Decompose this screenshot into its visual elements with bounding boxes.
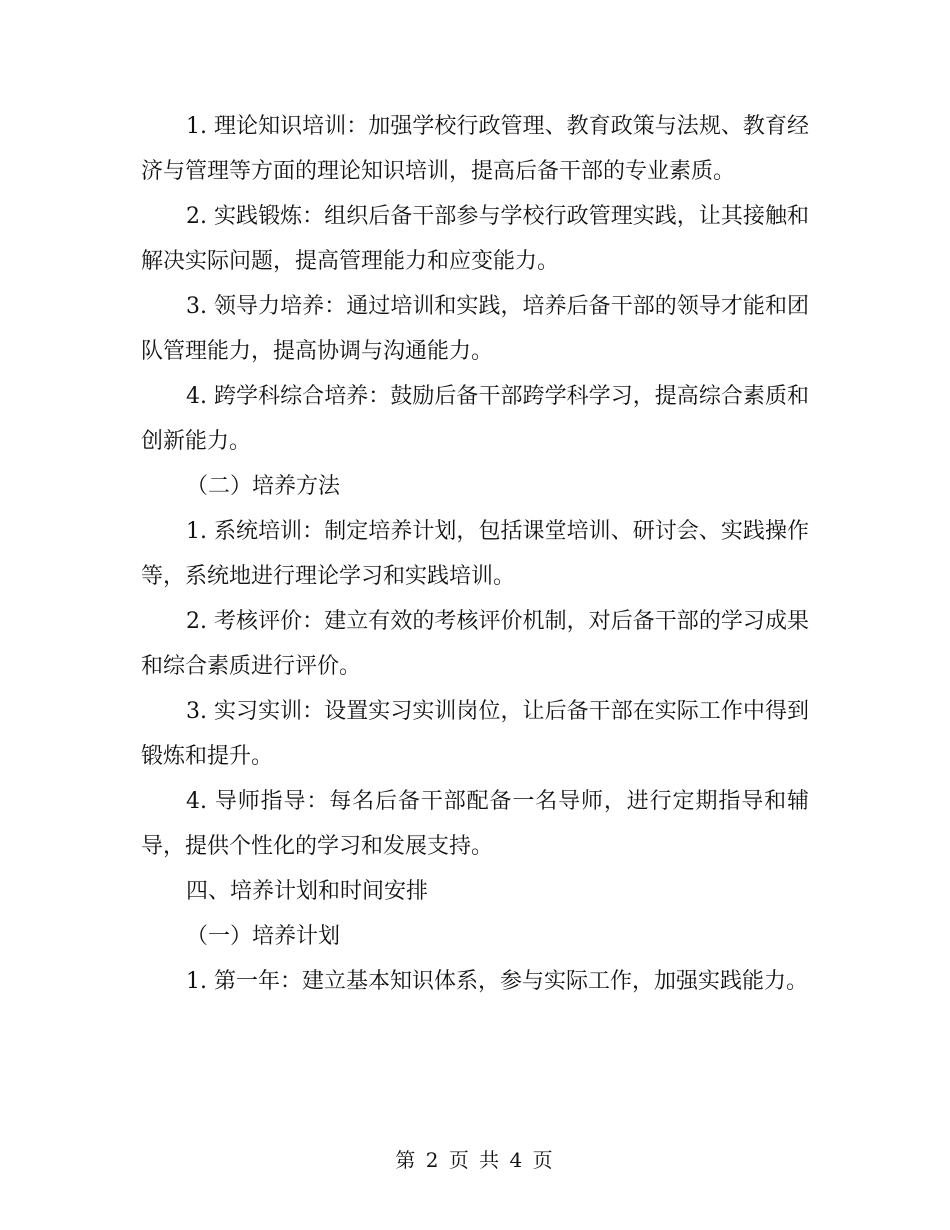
paragraph-interdisciplinary: 4. 跨学科综合培养：鼓励后备干部跨学科学习，提高综合素质和创新能力。 bbox=[141, 384, 809, 454]
paragraph-practice: 2. 实践锻炼：组织后备干部参与学校行政管理实践，让其接触和解决实际问题，提高管理能力和应变能力。 bbox=[141, 204, 809, 274]
section-heading-plan-schedule: 四、培养计划和时间安排 bbox=[186, 879, 429, 904]
paragraph-mentor: 4. 导师指导：每名后备干部配备一名导师，进行定期指导和辅导，提供个性化的学习和发展支持。 bbox=[141, 789, 809, 859]
section-heading-methods: （二）培养方法 bbox=[186, 474, 341, 499]
paragraph-assessment: 2. 考核评价：建立有效的考核评价机制，对后备干部的学习成果和综合素质进行评价。 bbox=[141, 609, 809, 679]
document-body bbox=[141, 104, 809, 1004]
paragraph-leadership: 3. 领导力培养：通过培训和实践，培养后备干部的领导才能和团队管理能力，提高协调与沟通能力。 bbox=[141, 294, 809, 364]
paragraph-system-training: 1. 系统培训：制定培养计划，包括课堂培训、研讨会、实践操作等，系统地进行理论学习和实践培训。 bbox=[141, 519, 809, 589]
paragraph-first-year: 1. 第一年：建立基本知识体系，参与实际工作，加强实践能力。 bbox=[186, 969, 808, 994]
paragraph-internship: 3. 实习实训：设置实习实训岗位，让后备干部在实际工作中得到锻炼和提升。 bbox=[141, 699, 809, 769]
page-number-footer: 第 2 页 共 4 页 bbox=[395, 1148, 555, 1172]
subsection-heading-plan: （一）培养计划 bbox=[186, 924, 341, 949]
paragraph-theory-training: 1. 理论知识培训：加强学校行政管理、教育政策与法规、教育经济与管理等方面的理论知识培训，提高后备干部的专业素质。 bbox=[141, 114, 809, 184]
